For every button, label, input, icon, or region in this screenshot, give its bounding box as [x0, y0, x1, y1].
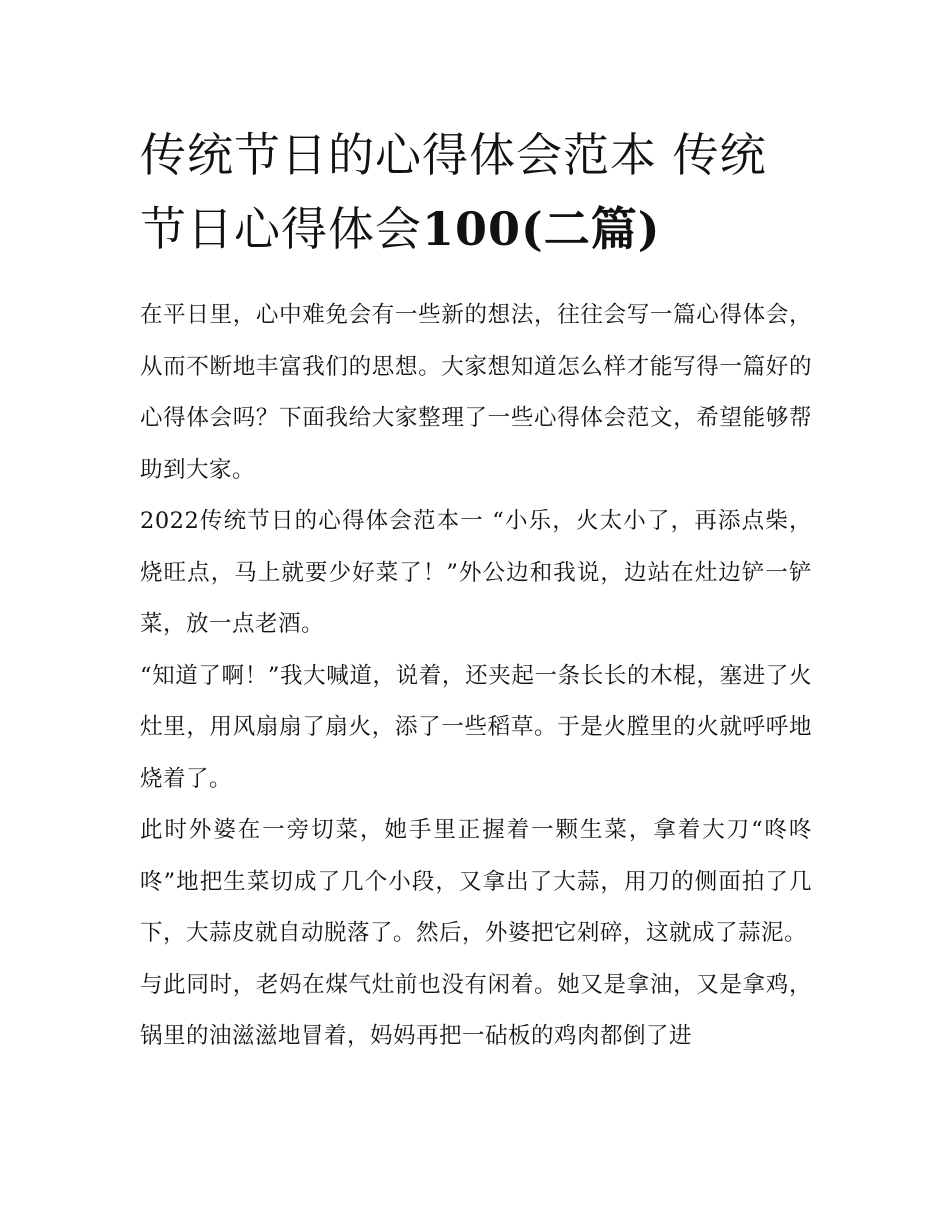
title-text: 传统节日的心得体会范本 传统节日心得体会	[140, 128, 767, 256]
paragraph-intro: 在平日里，心中难免会有一些新的想法，往往会写一篇心得体会，从而不断地丰富我们的思想。大家想知道怎么样才能写得一篇好的心得体会吗？下面我给大家整理了一些心得体会范文，希望能够帮助到大家。	[140, 302, 812, 483]
document-title	[140, 118, 812, 266]
paragraph-4: 与此同时，老妈在煤气灶前也没有闲着。她又是拿油，又是拿鸡，锅里的油滋滋地冒着，妈妈再把一砧板的鸡肉都倒了进	[140, 971, 812, 1049]
document-page	[140, 118, 812, 1063]
paragraph-3: 此时外婆在一旁切菜，她手里正握着一颗生菜，拿着大刀“咚咚咚”地把生菜切成了几个小段，又拿出了大蒜，用刀的侧面拍了几下，大蒜皮就自动脱落了。然后，外婆把它剁碎，这就成了蒜泥。	[140, 817, 812, 946]
paragraph-1: 2022传统节日的心得体会范本一 “小乐，火太小了，再添点柴，烧旺点，马上就要少好菜了！”外公边和我说，边站在灶边铲一铲菜，放一点老酒。	[140, 508, 812, 637]
paragraph-2: “知道了啊！”我大喊道，说着，还夹起一条长长的木棍，塞进了火灶里，用风扇扇了扇火，添了一些稻草。于是火膛里的火就呼呼地烧着了。	[140, 662, 812, 792]
title-count: 100(二篇)	[422, 202, 661, 256]
